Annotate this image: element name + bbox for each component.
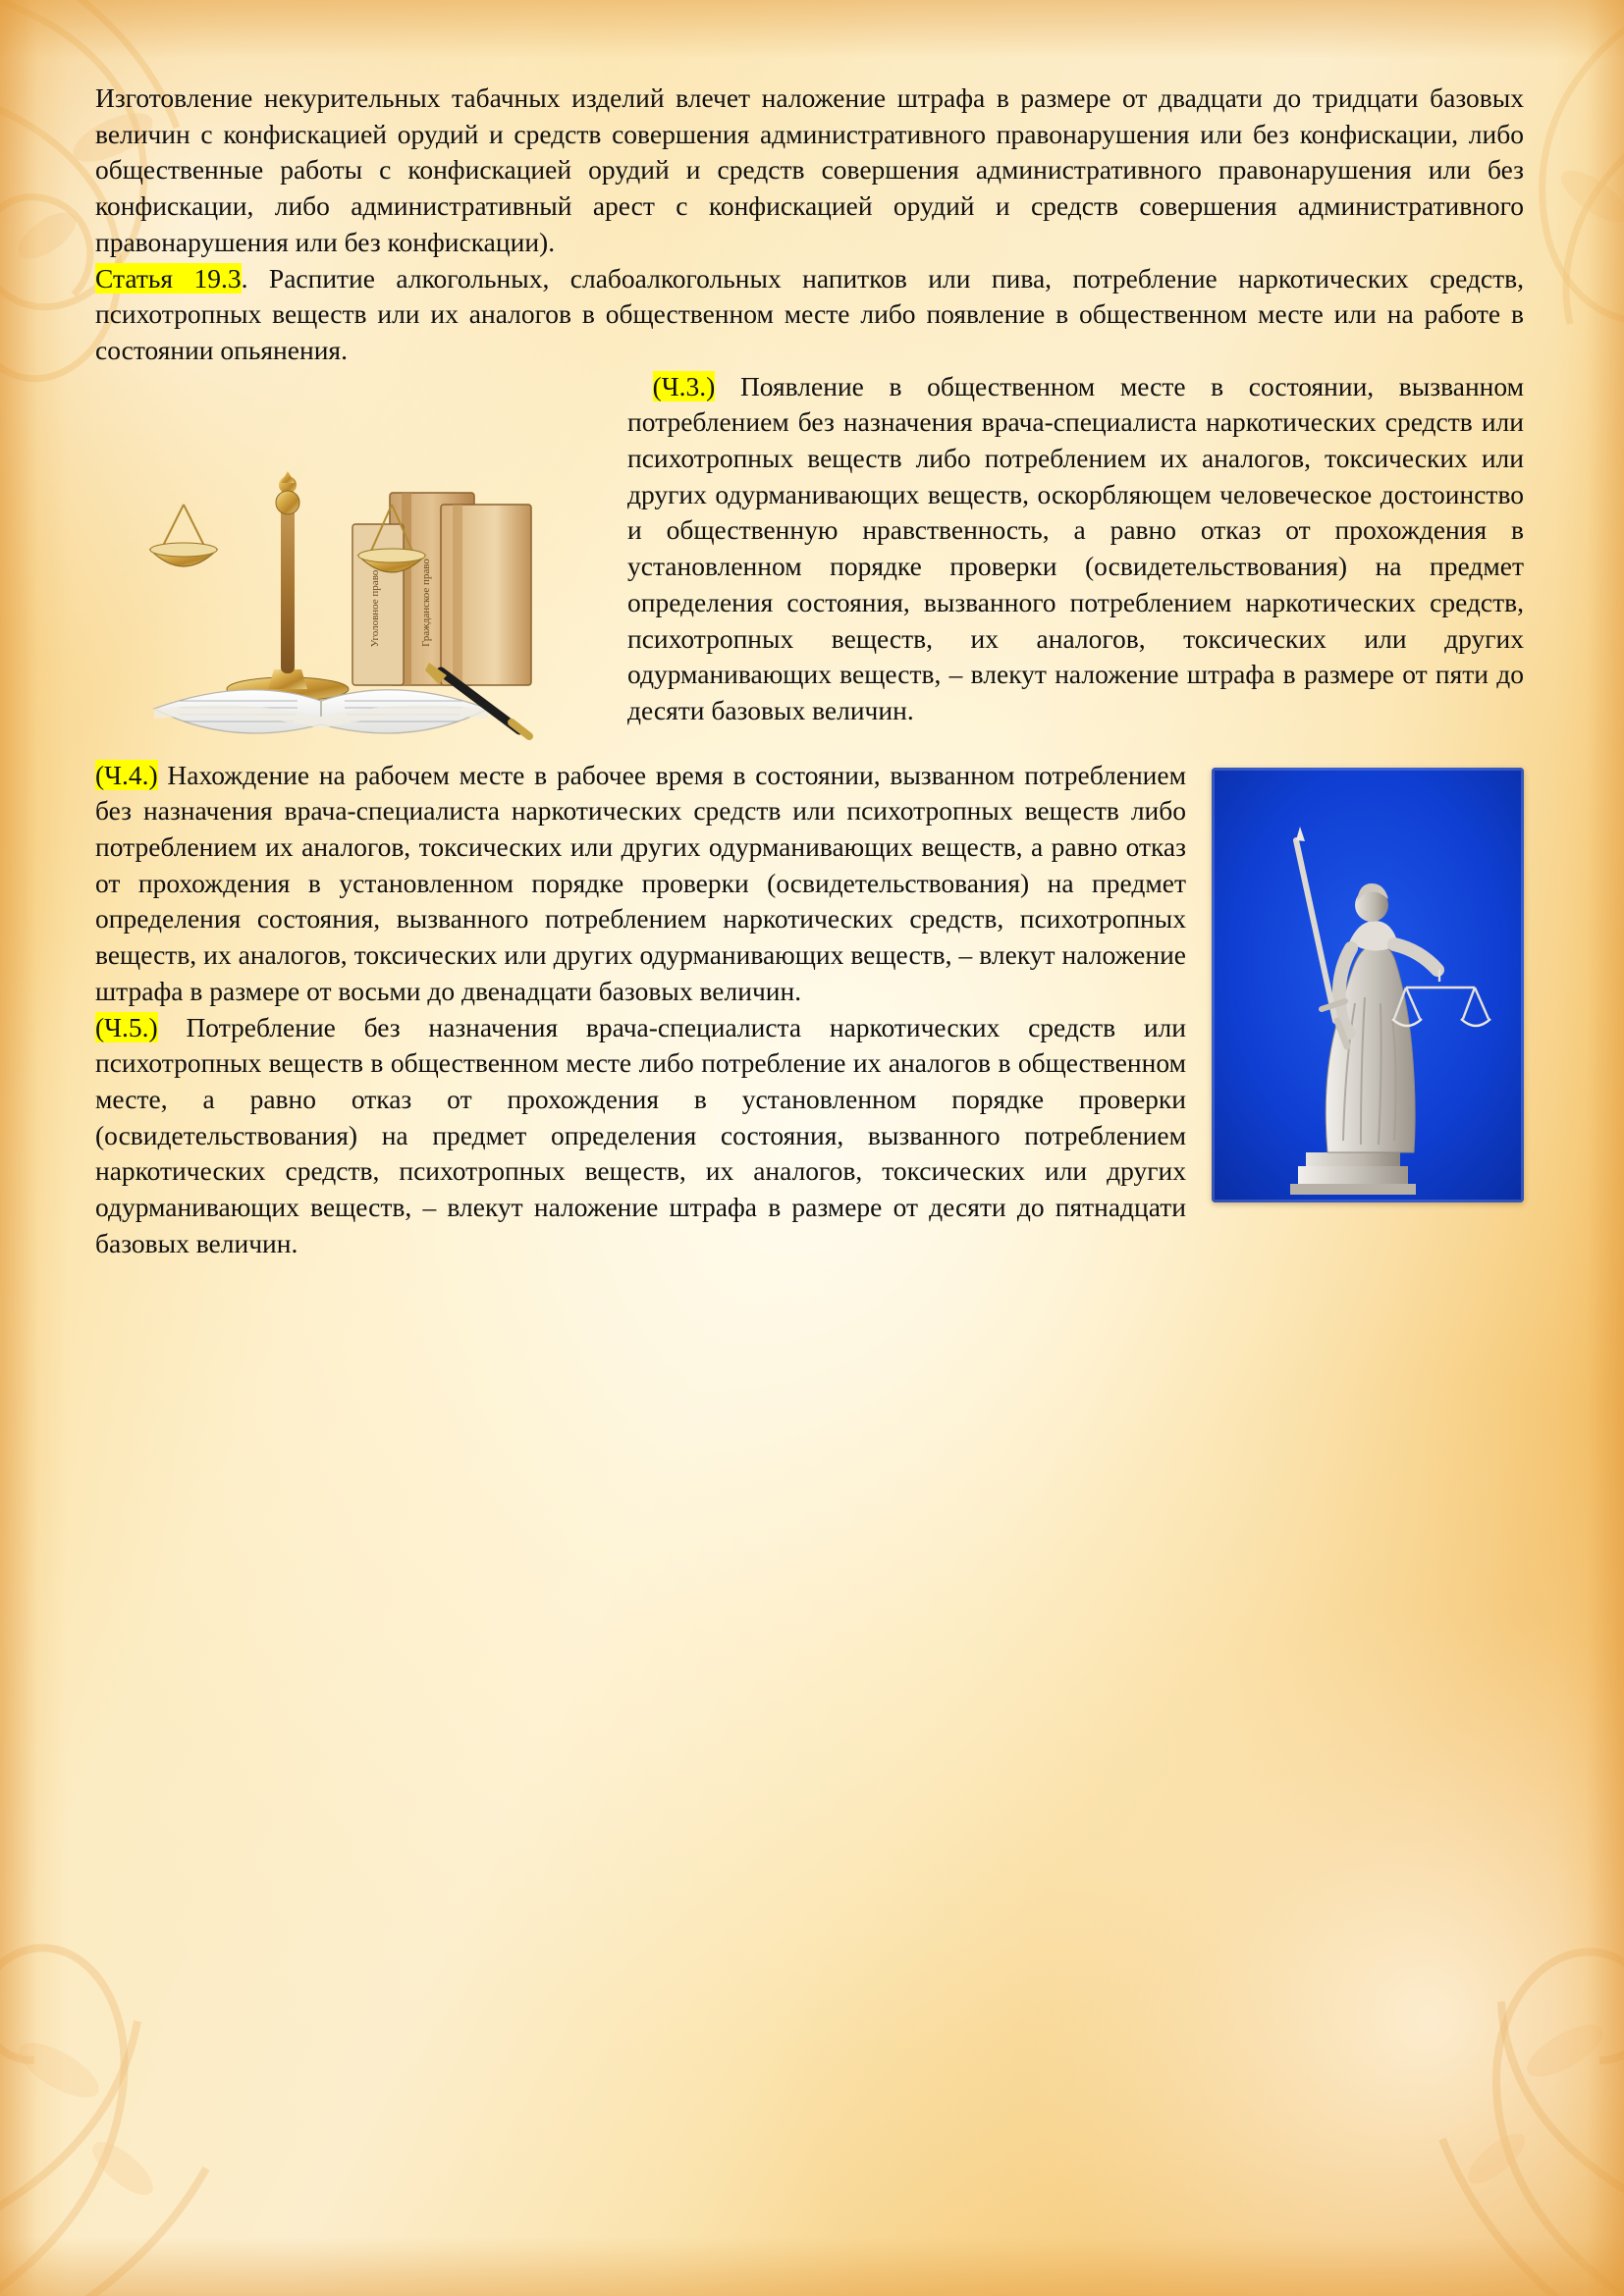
paragraph-intro: Изготовление некурительных табачных изделий влечет наложение штрафа в размере от двадцати до тридцати базовых величин с конфискацией орудий и средств совершения административного правонарушения или без конфискации, либо общественные работы с конфискацией орудий и средств совершения административного правонарушения или без конфискации, либо административный арест с конфискацией орудий и средств совершения административного правонарушения или без конфискации). <box>95 82 1524 257</box>
book-spine-label-1: Уголовное право <box>369 569 381 647</box>
scales-of-justice-books-illustration <box>95 377 606 752</box>
page-edge-top <box>0 0 1624 59</box>
part-4-text: Нахождение на рабочем месте в рабочее время в состоянии, вызванном потреблением без назначения врача-специалиста наркотических средств или психотропных веществ либо потреблением их аналогов, токсических или других одурманивающих веществ, а равно отказ от прохождения в установленном порядке проверки (освидетельствования) на предмет определения состояния, вызванного потреблением наркотических средств, психотропных веществ, их аналогов, токсических или других одурманивающих веществ, – влекут наложение штрафа в размере от восьми до двенадцати базовых величин. <box>95 759 1186 1006</box>
scales-illustration-svg <box>95 377 606 752</box>
part-5-text: Потребление без назначения врача-специалиста наркотических средств или психотропных веществ в общественном месте либо потребление их аналогов в общественном месте, а равно отказ от прохождения в установленном порядке проверки (освидетельствования) на предмет определения состояния, вызванного потреблением наркотических средств, психотропных веществ, их аналогов, токсических или других одурманивающих веществ, – влекут наложение штрафа в размере от десяти до пятнадцати базовых величин. <box>95 1011 1186 1258</box>
part-5-label-highlight: (Ч.5.) <box>95 1011 158 1042</box>
part-3-label-highlight: (Ч.3.) <box>652 370 716 401</box>
part-4-label-highlight: (Ч.4.) <box>95 759 158 790</box>
part-3-text: Появление в общественном месте в состоянии, вызванном потреблением без назначения врача-специалиста наркотических средств или психотропных веществ либо потреблением их аналогов, токсических или других одурманивающих веществ, оскорбляющем человеческое достоинство и общественную нравственность, а равно отказ от прохождения в установленном порядке проверки (освидетельствования) на предмет определения состояния, вызванного потреблением наркотических средств, психотропных веществ, их аналогов, токсических или других одурманивающих веществ, – влекут наложение штрафа в размере от пяти до десяти базовых величин. <box>627 370 1525 725</box>
page-edge-bottom <box>0 2237 1624 2296</box>
article-number-highlight: Статья 19.3 <box>95 262 242 294</box>
ornament-bottom-left <box>0 1746 461 2296</box>
document-body <box>95 80 1524 1261</box>
article-19-3-text: . Распитие алкогольных, слабоалкогольных напитков или пива, потребление наркотических средств, психотропных веществ или их аналогов в общественном месте либо появление в общественном месте или на работе в состоянии опьянения. <box>95 262 1524 365</box>
ornament-bottom-right <box>1182 1717 1624 2296</box>
lady-justice-svg <box>1212 768 1524 1202</box>
lady-justice-statue-photo <box>1212 768 1524 1202</box>
page-edge-left <box>0 0 69 2296</box>
book-spine-label-2: Гражданское право <box>420 558 432 647</box>
stacked-books <box>352 493 531 685</box>
page-edge-right <box>1555 0 1624 2296</box>
paragraph-article-19-3 <box>95 261 1524 369</box>
statue-pedestal <box>1290 1152 1416 1195</box>
